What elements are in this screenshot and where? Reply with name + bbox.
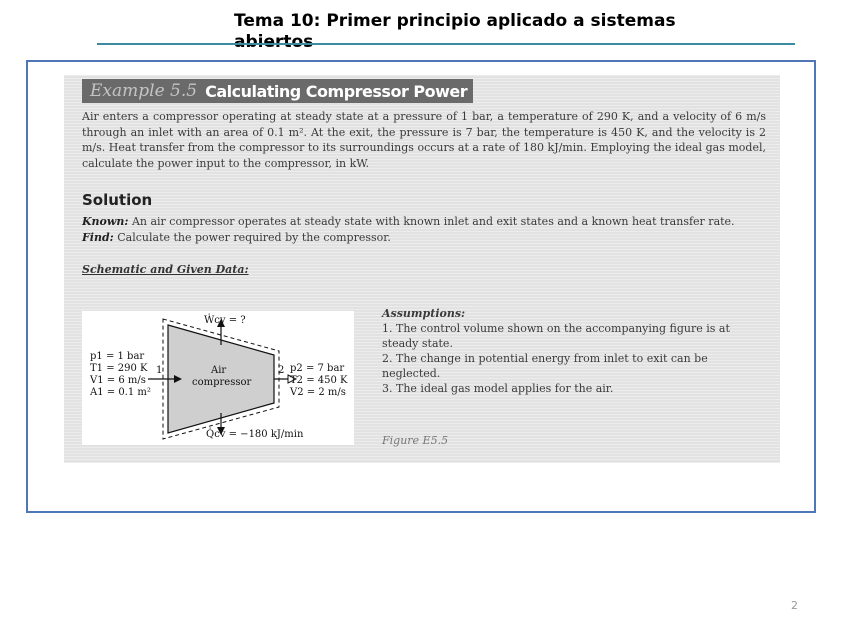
state-1-label: 1 [156, 365, 163, 376]
find-label: Find: [82, 231, 114, 244]
find-text: Calculate the power required by the compressor. [117, 231, 391, 244]
inlet-temperature: T1 = 290 K [90, 363, 148, 374]
inlet-velocity: V1 = 6 m/s [90, 375, 146, 386]
assumption-item: 1. The control volume shown on the accompanying figure is at steady state. [382, 322, 730, 350]
example-title: Calculating Compressor Power [205, 81, 468, 101]
schematic-heading: Schematic and Given Data: [82, 263, 249, 276]
title-underline [97, 43, 795, 45]
scanned-example-image [64, 75, 780, 463]
work-label: Ẇcv = ? [204, 315, 246, 326]
example-banner [82, 79, 473, 103]
heat-label: Q̇cv = −180 kJ/min [206, 429, 304, 440]
problem-statement: Air enters a compressor operating at steady state at a pressure of 1 bar, a temperature of 290 K, and a velocity of 6 m/s through an inlet with an area of 0.1 m². At the exit, the pressure is 7 bar, the temperature is 450 K, and the velocity is 2 m/s. Heat transfer from the compressor to its surroundings occurs at a rate of 180 kJ/min. Employing the ideal gas model, calculate the power input to the compressor, in kW. [82, 110, 766, 170]
state-2-label: 2 [278, 365, 285, 376]
find-line [82, 231, 391, 244]
solution-heading: Solution [82, 191, 153, 209]
slide-title: Tema 10: Primer principio aplicado a sistemas abiertos [234, 11, 676, 52]
exit-velocity: V2 = 2 m/s [290, 387, 346, 398]
inlet-area: A1 = 0.1 m² [90, 387, 151, 398]
page-number: 2 [791, 599, 798, 612]
known-label: Known: [82, 215, 129, 228]
device-label-air: Air [211, 365, 227, 376]
known-text: An air compressor operates at steady state with known inlet and exit states and a known heat transfer rate. [131, 215, 735, 228]
figure-caption: Figure E5.5 [382, 434, 449, 447]
inlet-pressure: p1 = 1 bar [90, 351, 145, 362]
exit-pressure: p2 = 7 bar [290, 363, 345, 374]
exit-temperature: T2 = 450 K [290, 375, 348, 386]
known-line [82, 215, 735, 228]
assumption-item: 2. The change in potential energy from inlet to exit can be neglected. [382, 352, 708, 380]
device-label-compressor: compressor [192, 377, 252, 388]
assumptions-heading: Assumptions: [382, 307, 466, 320]
assumption-item: 3. The ideal gas model applies for the air. [382, 382, 614, 395]
example-label: Example 5.5 [90, 81, 198, 101]
compressor-schematic [82, 311, 354, 445]
assumptions-block [382, 306, 766, 396]
